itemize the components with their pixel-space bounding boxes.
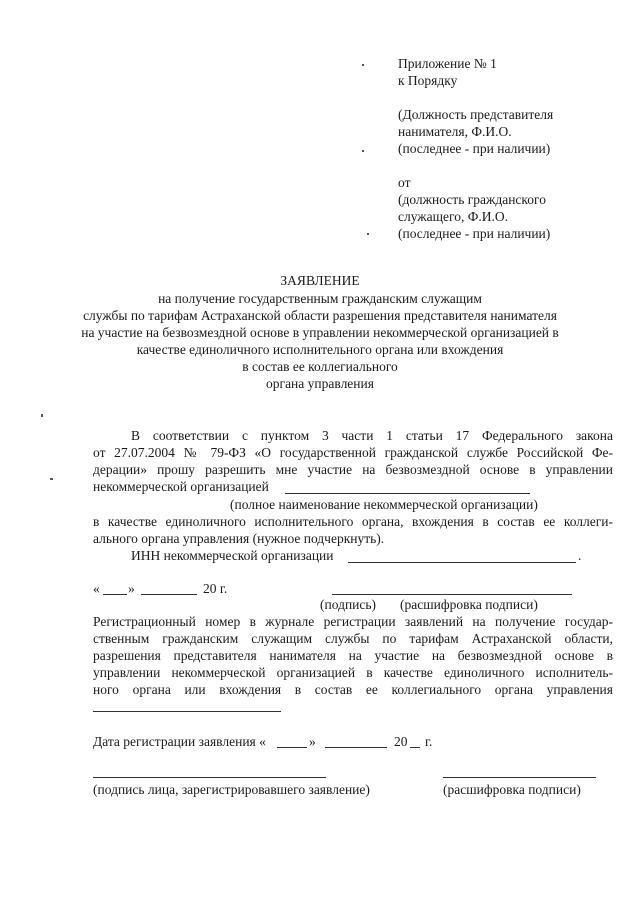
para2-line-2: ального органа управления (нужное подчеркнуть).	[93, 531, 385, 546]
subtitle-line-6: органа управления	[266, 376, 374, 391]
registrar-decode-hint: (расшифровка подписи)	[443, 782, 581, 797]
reg-date-month-field[interactable]	[325, 747, 387, 748]
signature-field[interactable]	[332, 594, 572, 595]
inn-end: .	[578, 548, 582, 563]
reg-line-5: ного органа или вхождения в состав ее коллегиального органа управления	[93, 682, 613, 697]
org-name-field[interactable]	[285, 493, 530, 494]
inn-field[interactable]	[348, 562, 576, 563]
subtitle-line-3: на участие на безвозмездной основе в управлении некоммерческой организацией в	[81, 325, 559, 340]
reg-number-field[interactable]	[93, 711, 281, 712]
document-title: ЗАЯВЛЕНИЕ	[280, 273, 360, 288]
scan-speck	[367, 233, 369, 235]
date-quote-open: «	[93, 581, 100, 596]
appendix-label: Приложение № 1	[398, 56, 497, 71]
date-year: 20 г.	[203, 581, 228, 596]
para1-line-3: дерации» прошу разрешить мне участие на безвозмездной основе в управлении	[93, 462, 613, 477]
registrar-signature-field[interactable]	[93, 777, 326, 778]
registrar-decode-field[interactable]	[443, 777, 596, 778]
subtitle-line-2: службы по тарифам Астраханской области разрешения представителя нанимателя	[83, 308, 557, 323]
subtitle-line-4: качестве единоличного исполнительного органа или вхождения	[136, 342, 504, 357]
date-month-field[interactable]	[141, 594, 197, 595]
reg-date-close: »	[309, 734, 316, 749]
recipient-line-1: (Должность представителя	[398, 107, 554, 122]
subtitle-line-5: в состав ее коллегиального	[242, 359, 398, 374]
reg-line-4: управлении некоммерческой организацией в качестве единоличного исполнитель-	[93, 665, 613, 680]
to-order-label: к Порядку	[398, 73, 458, 88]
reg-date-end: г.	[425, 734, 433, 749]
from-label: от	[398, 175, 411, 190]
org-label: некоммерческой организацией	[93, 479, 269, 494]
date-quote-close: »	[128, 581, 135, 596]
org-name-hint: (полное наименование некоммерческой организации)	[230, 497, 538, 512]
date-day-field[interactable]	[103, 594, 127, 595]
para1-line-1: В соответствии с пунктом 3 части 1 статьи 17 Федерального закона	[131, 428, 613, 443]
para1-line-2: от 27.07.2004 № 79-ФЗ «О государственной гражданской службе Российской Фе-	[93, 445, 613, 460]
reg-line-2: ственным гражданским служащим службы по тарифам Астраханской области,	[93, 631, 613, 646]
para2-line-1: в качестве единоличного исполнительного органа, вхождения в состав ее коллеги-	[93, 514, 613, 529]
subtitle-line-1: на получение государственным гражданским служащим	[158, 291, 482, 306]
reg-date-label: Дата регистрации заявления «	[93, 734, 266, 749]
scan-speck	[362, 64, 364, 66]
reg-line-1: Регистрационный номер в журнале регистрации заявлений на получение государ-	[93, 614, 613, 629]
reg-date-year: 20	[394, 734, 408, 749]
signature-hint: (подпись)	[320, 597, 377, 612]
recipient-line-3: (последнее - при наличии)	[398, 141, 551, 156]
registrar-hint: (подпись лица, зарегистрировавшего заявление)	[93, 782, 370, 797]
sender-line-2: служащего, Ф.И.О.	[398, 209, 508, 224]
scan-speck	[50, 478, 53, 480]
scan-speck	[362, 150, 364, 152]
sender-line-1: (должность гражданского	[398, 192, 546, 207]
inn-label: ИНН некоммерческой организации	[131, 548, 334, 563]
reg-date-year-field[interactable]	[410, 747, 420, 748]
decode-hint: (расшифровка подписи)	[400, 597, 538, 612]
reg-line-3: разрешения представителя нанимателя на участие на безвозмездной основе в	[93, 648, 613, 663]
recipient-line-2: нанимателя, Ф.И.О.	[398, 124, 512, 139]
reg-date-day-field[interactable]	[277, 747, 307, 748]
scan-speck	[41, 414, 43, 417]
sender-line-3: (последнее - при наличии)	[398, 226, 551, 241]
